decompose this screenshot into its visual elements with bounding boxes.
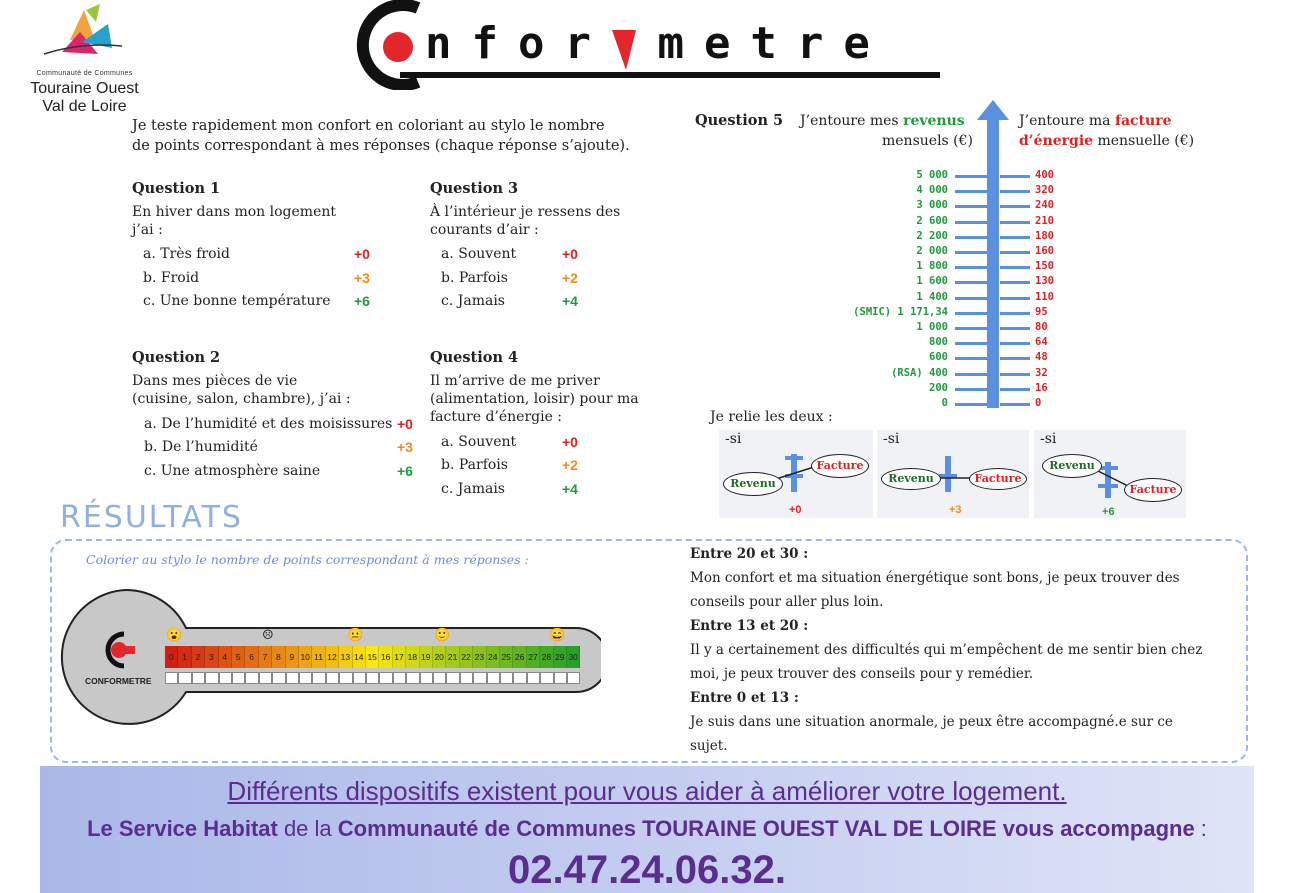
brand-header	[340, 0, 950, 90]
footer-phone[interactable]: 02.47.24.06.32.	[507, 848, 787, 892]
result-1-title: Entre 20 et 30 :	[690, 546, 809, 562]
case1-points: +0	[789, 504, 802, 516]
scale-tick	[1000, 373, 1030, 376]
gauge-cell[interactable]: 3	[205, 646, 218, 668]
q5-right-post: mensuelle (€)	[1093, 133, 1195, 149]
footer-line1: Différents dispositifs existent pour vous aider à améliorer votre logement.	[227, 776, 1067, 806]
case3-si: -si	[1040, 431, 1057, 447]
scale-tick	[955, 403, 987, 406]
q2-text1: Dans mes pièces de vie	[132, 373, 298, 389]
gauge-cell[interactable]: 14	[353, 646, 366, 668]
q4-points-a: +0	[562, 434, 578, 450]
revenu-value: (SMIC) 1 171,34	[853, 305, 948, 318]
gauge-blank-cell[interactable]	[165, 672, 178, 684]
q2-title: Question 2	[132, 349, 221, 366]
gauge-cell[interactable]: 16	[379, 646, 392, 668]
q3-title: Question 3	[430, 180, 519, 197]
revenu-value: 1 000	[916, 321, 948, 333]
result-2-title: Entre 13 et 20 :	[690, 618, 809, 634]
gauge-blank-cell[interactable]	[460, 672, 473, 684]
q4-points-b: +2	[562, 457, 578, 473]
gauge-cell[interactable]: 15	[366, 646, 379, 668]
gauge-cell[interactable]: 28	[540, 646, 553, 668]
gauge-blank-cell[interactable]	[245, 672, 258, 684]
gauge-blank-cell[interactable]	[420, 672, 433, 684]
scale-tick	[955, 175, 987, 178]
gauge-blank-cell[interactable]	[540, 672, 553, 684]
q3-option-a: a. Souvent	[441, 246, 517, 262]
gauge-blank-cell[interactable]	[567, 672, 580, 684]
scale-tick	[955, 388, 987, 391]
gauge-cell[interactable]: 9	[286, 646, 299, 668]
scale-tick	[955, 190, 987, 193]
gauge-cell[interactable]: 8	[272, 646, 285, 668]
revenu-value: 1 800	[916, 260, 948, 273]
scale-arrow	[976, 100, 1010, 408]
revenu-value: 2 600	[916, 214, 948, 227]
gauge-cell[interactable]: 22	[460, 646, 473, 668]
footer-banner	[40, 766, 1254, 893]
scale-tick	[1000, 205, 1030, 208]
gauge-cell[interactable]: 2	[192, 646, 205, 668]
gauge-cell[interactable]: 7	[259, 646, 272, 668]
facture-value: 64	[1035, 336, 1048, 349]
case3-facture: Facture	[1124, 478, 1182, 502]
q4-title: Question 4	[430, 349, 519, 366]
footer-line2	[40, 816, 1254, 842]
gauge-cell[interactable]: 12	[326, 646, 339, 668]
q5-case-2	[877, 430, 1029, 518]
gauge-brand-label: CONFORMETRE	[85, 676, 152, 686]
q2-option-b: b. De l’humidité	[144, 439, 258, 455]
q3-points-c: +4	[562, 293, 578, 309]
q5-left-pre: J’entoure mes	[800, 113, 904, 129]
q4-text3: facture d’énergie :	[430, 409, 563, 425]
result-2-line2: moi, je peux trouver des conseils pour y remédier.	[690, 666, 1034, 682]
q5-case-3	[1034, 430, 1186, 518]
intro-line2: de points correspondant à mes réponses (chaque réponse s’ajoute).	[132, 138, 630, 154]
gauge-blank-cell[interactable]	[527, 672, 540, 684]
revenu-value: 5 000	[916, 169, 948, 181]
result-3-title: Entre 0 et 13 :	[690, 690, 799, 706]
results-instruction: Colorier au stylo le nombre de points correspondant à mes réponses :	[86, 552, 529, 567]
gauge-cell[interactable]: 25	[500, 646, 513, 668]
scale-tick	[955, 236, 987, 239]
revenu-value: (RSA) 400	[891, 366, 948, 379]
case2-si: -si	[883, 431, 900, 447]
case1-revenu: Revenu	[723, 472, 783, 496]
gauge-cell[interactable]: 13	[339, 646, 352, 668]
intro-text	[132, 116, 630, 156]
gauge-blank-cell[interactable]	[353, 672, 366, 684]
q4-option-b: b. Parfois	[441, 457, 508, 473]
facture-value: 95	[1035, 305, 1048, 318]
org-name-line1: Touraine Ouest	[30, 80, 139, 97]
q4-text1: Il m’arrive de me priver	[430, 373, 600, 389]
case3-points: +6	[1102, 506, 1115, 518]
question-1	[132, 180, 402, 239]
gauge-blank-cell[interactable]	[433, 672, 446, 684]
scale-tick	[1000, 251, 1030, 254]
scale-tick	[955, 205, 987, 208]
gauge-blank-cell[interactable]	[366, 672, 379, 684]
question-3	[430, 180, 670, 239]
gauge-cell[interactable]: 27	[527, 646, 540, 668]
footer-end: :	[1194, 816, 1207, 841]
scale-tick	[1000, 190, 1030, 193]
q2-points-a: +0	[397, 416, 413, 432]
scale-tick	[1000, 281, 1030, 284]
gauge-blank-cell[interactable]	[232, 672, 245, 684]
q3-points-a: +0	[562, 246, 578, 262]
results-legend	[690, 542, 1246, 758]
scale-tick	[1000, 388, 1030, 391]
gauge-cell[interactable]: 19	[420, 646, 433, 668]
scale-tick	[955, 342, 987, 345]
q4-text2: (alimentation, loisir) pour ma	[430, 391, 639, 407]
facture-value: 400	[1035, 169, 1054, 181]
gauge-cell[interactable]: 24	[487, 646, 500, 668]
facture-value: 210	[1035, 214, 1054, 227]
gauge-cell[interactable]: 1	[178, 646, 191, 668]
gauge-cell[interactable]: 30	[567, 646, 580, 668]
scale-tick	[1000, 357, 1030, 360]
revenu-value: 0	[941, 397, 948, 409]
q2-option-a: a. De l’humidité et des moisissures	[144, 416, 393, 432]
gauge-cell[interactable]: 11	[312, 646, 325, 668]
q5-right-pre: J’entoure ma	[1019, 113, 1115, 129]
gauge-blank-cell[interactable]	[272, 672, 285, 684]
scale-tick	[1000, 266, 1030, 269]
scale-tick	[1000, 175, 1030, 178]
revenu-value: 1 600	[916, 275, 948, 288]
revenu-value: 200	[929, 381, 948, 394]
facture-value: 16	[1035, 381, 1048, 394]
q3-option-c: c. Jamais	[441, 293, 505, 309]
q1-option-a: a. Très froid	[143, 246, 230, 262]
gauge-blank-cell[interactable]	[393, 672, 406, 684]
scale-tick	[955, 281, 987, 284]
q5-right-line2	[1019, 132, 1194, 150]
scale-tick	[955, 357, 987, 360]
gauge-cell[interactable]: 17	[393, 646, 406, 668]
face-happy-icon: 😄	[549, 628, 566, 643]
gauge-cell[interactable]: 4	[219, 646, 232, 668]
revenu-value: 4 000	[916, 184, 948, 197]
q5-relie-label: Je relie les deux :	[710, 409, 833, 425]
gauge-blank-cell[interactable]	[379, 672, 392, 684]
q1-points-c: +6	[354, 293, 370, 309]
scale-tick	[955, 312, 987, 315]
result-1-line1: Mon confort et ma situation énergétique sont bons, je peux trouver des	[690, 570, 1180, 586]
facture-value: 80	[1035, 321, 1048, 333]
gauge-cell[interactable]: 21	[446, 646, 459, 668]
facture-value: 48	[1035, 351, 1048, 364]
gauge-blank-cell[interactable]	[446, 672, 459, 684]
q1-title: Question 1	[132, 180, 221, 197]
gauge-cell[interactable]: 0	[165, 646, 178, 668]
gauge-blank-cell[interactable]	[554, 672, 567, 684]
facture-value: 320	[1035, 184, 1054, 197]
gauge-blank-cell[interactable]	[473, 672, 486, 684]
revenu-value: 1 400	[916, 290, 948, 303]
q4-option-c: c. Jamais	[441, 481, 505, 497]
facture-value: 32	[1035, 366, 1048, 379]
gauge-blank-cell[interactable]	[286, 672, 299, 684]
scale-tick	[955, 297, 987, 300]
brand-text: nfor metre	[425, 18, 890, 69]
case1-facture: Facture	[811, 454, 869, 478]
scale-tick	[1000, 297, 1030, 300]
gauge-cell[interactable]: 5	[232, 646, 245, 668]
gauge-blank-cell[interactable]	[312, 672, 325, 684]
case1-si: -si	[725, 431, 742, 447]
gauge-cell[interactable]: 20	[433, 646, 446, 668]
footer-mid: de la	[277, 816, 338, 841]
scale-tick	[1000, 312, 1030, 315]
q3-option-b: b. Parfois	[441, 270, 508, 286]
result-2-line1: Il y a certainement des difficultés qui m’empêchent de me sentir bien chez	[690, 642, 1203, 658]
question-2	[132, 349, 422, 408]
q2-points-b: +3	[397, 439, 413, 455]
gauge-blank-cell[interactable]	[326, 672, 339, 684]
q1-points-b: +3	[354, 270, 370, 286]
face-smile-icon: 🙂	[434, 628, 451, 643]
facture-value: 0	[1035, 397, 1042, 409]
scale-tick	[955, 327, 987, 330]
question-4	[430, 349, 670, 426]
q1-option-c: c. Une bonne température	[143, 293, 331, 309]
gauge-blank-cell[interactable]	[406, 672, 419, 684]
scale-tick	[1000, 221, 1030, 224]
org-logo-mark	[22, 2, 147, 72]
footer-community-name: Communauté de Communes TOURAINE OUEST VAL DE LOIRE vous accompagne	[337, 816, 1195, 841]
gauge-blank-cell[interactable]	[178, 672, 191, 684]
q1-text2: j’ai :	[132, 222, 163, 238]
q5-title: Question 5	[695, 112, 784, 129]
scale-tick	[1000, 403, 1030, 406]
gauge-blank-cell[interactable]	[339, 672, 352, 684]
facture-value: 160	[1035, 245, 1054, 257]
org-name-line2: Val de Loire	[42, 98, 127, 115]
gauge-cell[interactable]: 26	[513, 646, 526, 668]
org-logo	[22, 2, 147, 114]
case2-revenu: Revenu	[881, 468, 941, 490]
face-sad-icon: ☹	[262, 628, 274, 643]
q5-right-bold1: facture	[1114, 113, 1172, 129]
q3-text1: À l’intérieur je ressens des	[430, 204, 621, 220]
facture-value: 180	[1035, 229, 1054, 242]
gauge-cell[interactable]: 29	[554, 646, 567, 668]
scale-tick	[1000, 327, 1030, 330]
case3-revenu: Revenu	[1042, 454, 1102, 478]
q5-case-1	[719, 430, 873, 518]
q1-points-a: +0	[354, 246, 370, 262]
gauge-blank-cell[interactable]	[192, 672, 205, 684]
q2-points-c: +6	[397, 463, 413, 479]
q5-left-bold: revenus	[903, 113, 965, 129]
revenu-value: 2 200	[916, 229, 948, 242]
gauge-blank-cell[interactable]	[487, 672, 500, 684]
gauge-cell[interactable]: 23	[473, 646, 486, 668]
facture-value: 130	[1035, 275, 1054, 288]
gauge-blank-cell[interactable]	[219, 672, 232, 684]
facture-value: 240	[1035, 199, 1054, 212]
gauge-cell[interactable]: 18	[406, 646, 419, 668]
gauge-blank-cell[interactable]	[500, 672, 513, 684]
result-1-line2: conseils pour aller plus loin.	[690, 594, 884, 610]
result-3-line2: sujet.	[690, 738, 728, 754]
revenu-value: 2 000	[916, 245, 948, 257]
q4-option-a: a. Souvent	[441, 434, 517, 450]
facture-value: 150	[1035, 260, 1054, 273]
gauge-blank-cell[interactable]	[205, 672, 218, 684]
gauge-cell[interactable]: 6	[245, 646, 258, 668]
gauge-blank-cell[interactable]	[259, 672, 272, 684]
face-neutral-icon: 😐	[347, 628, 364, 643]
intro-line1: Je teste rapidement mon confort en coloriant au stylo le nombre	[132, 118, 605, 134]
footer-service-name: Le Service Habitat	[87, 816, 278, 841]
q1-option-b: b. Froid	[143, 270, 200, 286]
q1-text1: En hiver dans mon logement	[132, 204, 337, 220]
q5-left-caption	[800, 112, 965, 130]
case2-points: +3	[949, 504, 962, 516]
case2-facture: Facture	[969, 468, 1027, 490]
q5-right-bold2: d’énergie	[1019, 133, 1094, 149]
revenu-value: 3 000	[916, 199, 948, 212]
gauge-blank-cell[interactable]	[513, 672, 526, 684]
q2-text2: (cuisine, salon, chambre), j’ai :	[132, 391, 351, 407]
scale-tick	[955, 266, 987, 269]
q2-option-c: c. Une atmosphère saine	[144, 463, 321, 479]
q3-points-b: +2	[562, 270, 578, 286]
revenu-value: 800	[929, 336, 948, 349]
revenu-value: 600	[929, 351, 948, 364]
gauge-cell[interactable]: 10	[299, 646, 312, 668]
gauge-blank-cell[interactable]	[299, 672, 312, 684]
q3-text2: courants d’air :	[430, 222, 539, 238]
q4-points-c: +4	[562, 481, 578, 497]
results-title: RÉSULTATS	[60, 500, 243, 535]
org-small-label: Communauté de Communes	[36, 70, 133, 77]
scale-tick	[955, 251, 987, 254]
q5-left-post: mensuels (€)	[882, 133, 974, 149]
scale-tick	[1000, 342, 1030, 345]
scale-tick	[955, 221, 987, 224]
face-shocked-icon: 😮	[166, 628, 183, 643]
q5-right-caption	[1019, 112, 1171, 130]
scale-tick	[955, 373, 987, 376]
result-3-line1: Je suis dans une situation anormale, je peux être accompagné.e sur ce	[690, 714, 1173, 730]
facture-value: 110	[1035, 290, 1054, 303]
scale-tick	[1000, 236, 1030, 239]
